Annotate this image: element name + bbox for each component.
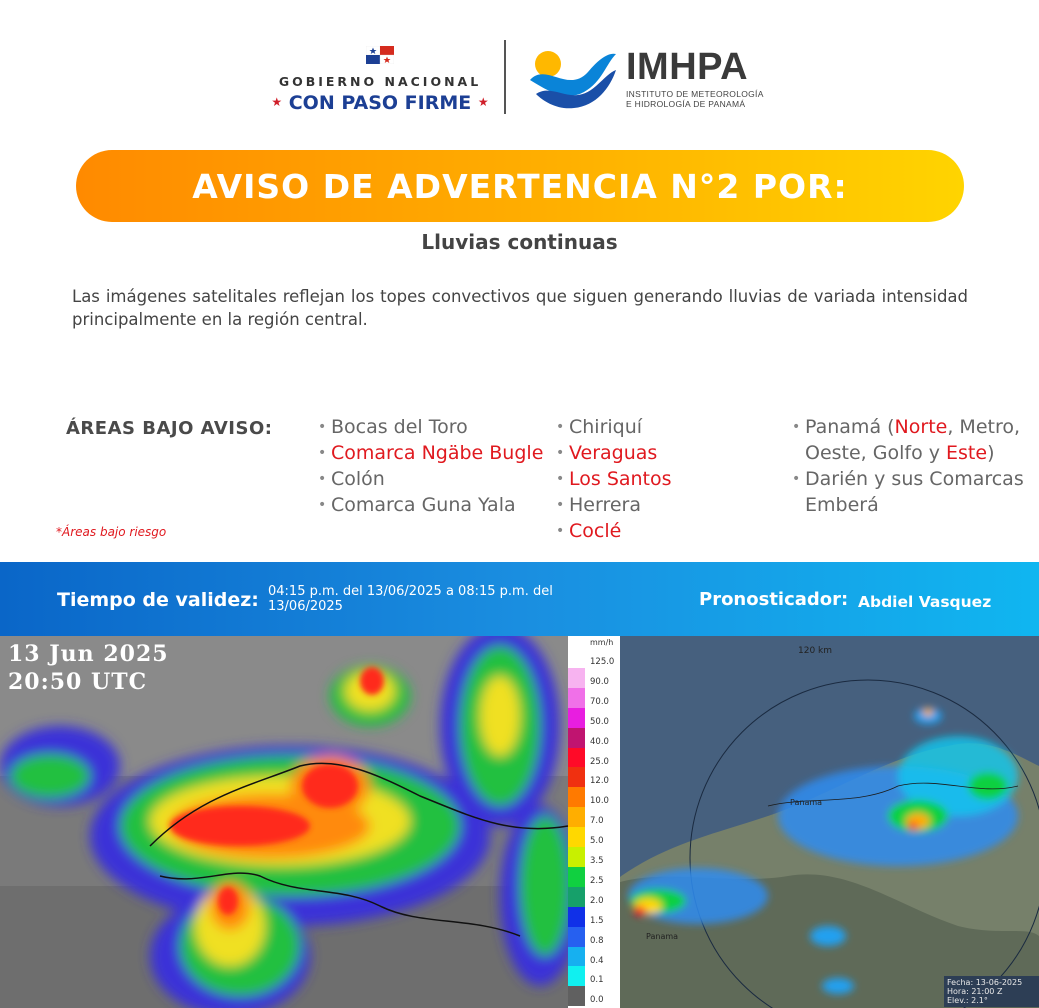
legend-value: 2.5 <box>590 875 604 886</box>
legend-color-swatch <box>568 887 585 907</box>
legend-color-swatch <box>568 947 585 967</box>
imhpa-logo <box>526 42 766 114</box>
warning-subtitle: Lluvias continuas <box>421 230 618 254</box>
legend-color-swatch <box>568 748 585 768</box>
legend-unit: mm/h <box>590 638 614 647</box>
legend-color-swatch <box>568 648 585 668</box>
legend-color-swatch <box>568 767 585 787</box>
imhpa-subtitle-line1: INSTITUTO DE METEOROLOGÍA <box>626 89 764 99</box>
areas-column-3 <box>792 414 1032 518</box>
legend-value: 2.0 <box>590 895 604 906</box>
radar-legend <box>568 636 620 1008</box>
legend-color-swatch <box>568 907 585 927</box>
list-item: • Herrera <box>556 494 641 516</box>
list-item: • Veraguas <box>556 442 658 464</box>
warning-banner <box>76 150 964 222</box>
areas-column-1 <box>318 414 550 518</box>
legend-color-swatch <box>568 966 585 986</box>
logo-divider <box>504 40 506 114</box>
validity-bar <box>0 562 1039 636</box>
legend-color-swatch <box>568 867 585 887</box>
government-slogan <box>268 92 492 114</box>
legend-color-swatch <box>568 708 585 728</box>
radar-time: Hora: 21:00 Z <box>947 987 1003 996</box>
list-item: • Coclé <box>556 520 622 542</box>
radar-city-label: Panama <box>790 798 823 807</box>
list-item: • Panamá (Norte, Metro, Oeste, Golfo y Este) <box>792 416 1021 464</box>
government-slogan-text: CON PASO FIRME <box>288 92 472 114</box>
radar-city-label-2: Panama <box>646 932 679 941</box>
legend-color-swatch <box>568 728 585 748</box>
radar-elevation: Elev.: 2.1° <box>947 996 988 1005</box>
radar-imagery-icon <box>568 636 1039 1008</box>
legend-value: 1.5 <box>590 915 604 926</box>
legend-value: 0.8 <box>590 935 604 946</box>
areas-label: ÁREAS BAJO AVISO: <box>66 418 273 439</box>
legend-value: 10.0 <box>590 796 609 807</box>
legend-value: 0.0 <box>590 995 604 1006</box>
star-icon: ★ <box>477 95 489 109</box>
list-item: • Bocas del Toro <box>318 416 468 438</box>
list-item: • Chiriquí <box>556 416 643 438</box>
legend-color-swatch <box>568 847 585 867</box>
list-item: • Colón <box>318 468 385 490</box>
legend-value: 7.0 <box>590 816 604 827</box>
list-item: • Comarca Ngäbe Bugle <box>318 442 544 464</box>
panama-flag-icon <box>366 46 394 64</box>
header-logos <box>0 36 1039 118</box>
list-item: • Comarca Guna Yala <box>318 494 516 516</box>
legend-value: 25.0 <box>590 756 609 767</box>
validity-value: 04:15 p.m. del 13/06/2025 a 08:15 p.m. del 13/06/2025 <box>268 584 553 614</box>
legend-color-swatch <box>568 668 585 688</box>
legend-value: 5.0 <box>590 836 604 847</box>
warning-title: AVISO DE ADVERTENCIA N°2 POR: <box>192 166 848 206</box>
radar-info-box <box>944 976 1039 1007</box>
legend-color-swatch <box>568 927 585 947</box>
legend-color-swatch <box>568 688 585 708</box>
legend-value: 70.0 <box>590 696 609 707</box>
star-icon: ★ <box>271 95 283 109</box>
radar-image <box>568 636 1039 1008</box>
validity-label: Tiempo de validez: <box>57 589 259 611</box>
imhpa-wave-icon <box>526 42 618 112</box>
legend-value: 50.0 <box>590 716 609 727</box>
radar-date: Fecha: 13-06-2025 <box>947 978 1023 987</box>
radar-range-label: 120 km <box>798 646 833 656</box>
satellite-timestamp: 13 Jun 2025 20:50 UTC <box>8 641 169 695</box>
legend-color-swatch <box>568 787 585 807</box>
list-item: • Darién y sus Comarcas Emberá <box>792 468 1024 516</box>
legend-value: 90.0 <box>590 676 609 687</box>
imhpa-name: IMHPA <box>626 46 749 88</box>
legend-value: 0.4 <box>590 955 604 966</box>
government-line1: GOBIERNO NACIONAL <box>278 74 482 89</box>
warning-description: Las imágenes satelitales reflejan los topes convectivos que siguen generando lluvias de variada intensidad principalmente en la región central. <box>72 287 968 329</box>
legend-value: 40.0 <box>590 736 609 747</box>
legend-value: 125.0 <box>590 657 615 667</box>
legend-value: 12.0 <box>590 776 609 787</box>
imhpa-subtitle-line2: E HIDROLOGÍA DE PANAMÁ <box>626 99 746 109</box>
legend-color-swatch <box>568 986 585 1006</box>
legend-value: 0.1 <box>590 975 604 986</box>
list-item: • Los Santos <box>556 468 672 490</box>
risk-note: *Áreas bajo riesgo <box>56 525 167 539</box>
areas-column-2 <box>556 414 784 544</box>
legend-color-swatch <box>568 827 585 847</box>
forecaster-label: Pronosticador: <box>699 589 849 610</box>
government-logo <box>268 44 492 116</box>
satellite-image <box>0 636 568 1008</box>
legend-value: 3.5 <box>590 856 604 866</box>
legend-color-swatch <box>568 807 585 827</box>
forecaster-name: Abdiel Vasquez <box>858 593 992 611</box>
